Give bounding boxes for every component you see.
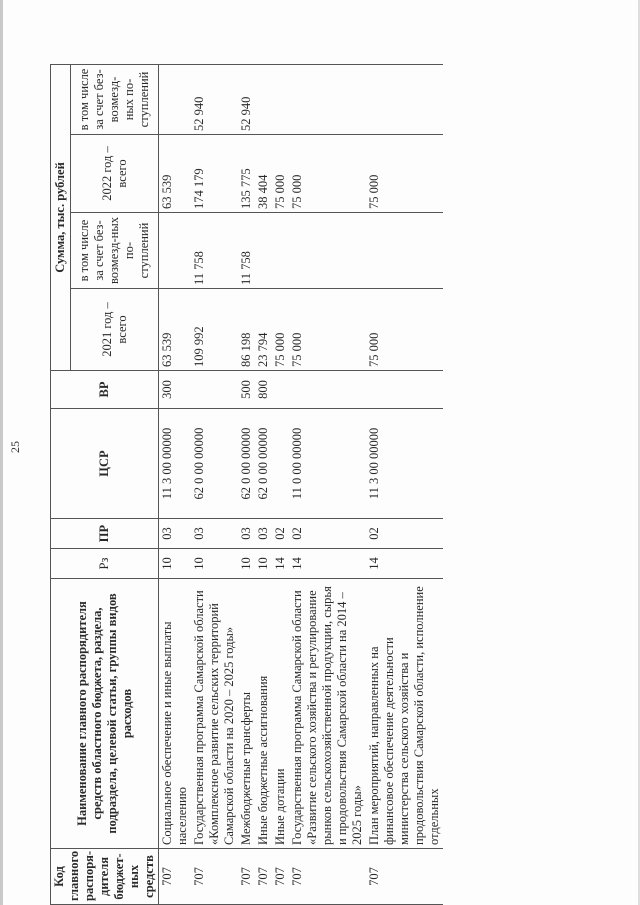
cell-rz: 10 (159, 549, 192, 579)
cell-name: Государственная программа Самарской области «Комплексное развитие сельских территорий Самарской области на 2020 – 2025 годы» (191, 579, 238, 849)
cell-2022-incl (289, 64, 366, 134)
header-2022: 2022 год – всего (71, 135, 159, 213)
cell-2022-incl (159, 64, 192, 134)
cell-pr: 02 (289, 519, 366, 549)
table-row (238, 64, 255, 904)
cell-csr: 62 0 00 00000 (191, 409, 238, 519)
cell-vr (366, 371, 443, 409)
cell-rz: 10 (238, 549, 255, 579)
cell-2022: 38 404 (255, 135, 272, 213)
cell-2021-incl: 11 758 (238, 213, 255, 289)
cell-code: 707 (366, 849, 443, 905)
cell-2022: 75 000 (366, 135, 443, 213)
cell-name: Государственная программа Самарской области «Развитие сельского хозяйства и регулирование рынков сельскохозяйственной продукции, сырья и продовольствия Самарской области на 2014 – 2025 годы» (289, 579, 366, 849)
cell-2022-incl (272, 64, 289, 134)
cell-2022: 174 179 (191, 135, 238, 213)
cell-rz: 14 (272, 549, 289, 579)
cell-2021: 75 000 (289, 289, 366, 371)
cell-2022-incl: 52 940 (238, 64, 255, 134)
header-2021: 2021 год – всего (71, 289, 159, 371)
cell-vr: 300 (159, 371, 192, 409)
cell-2021: 23 794 (255, 289, 272, 371)
cell-2021: 75 000 (272, 289, 289, 371)
cell-vr (191, 371, 238, 409)
cell-code: 707 (191, 849, 238, 905)
budget-table (50, 64, 443, 905)
table-row (159, 64, 192, 904)
cell-name: Иные бюджетные ассигнования (255, 579, 272, 849)
cell-pr: 03 (159, 519, 192, 549)
cell-csr: 62 0 00 00000 (255, 409, 272, 519)
table-row (289, 64, 366, 904)
cell-2021-incl: 11 758 (191, 213, 238, 289)
cell-2021: 63 539 (159, 289, 192, 371)
table-row (366, 64, 443, 904)
header-name: Наименование главного распорядителя средств областного бюджета, раздела, подраздела, целевой статьи, группы видов расходов (51, 579, 159, 849)
cell-code: 707 (289, 849, 366, 905)
header-sum: Сумма, тыс. рублей (51, 64, 71, 370)
cell-2022: 75 000 (272, 135, 289, 213)
header-2022-incl: в том числе за счет без-возмезд-ных по-ступлений (71, 64, 159, 134)
cell-name: План мероприятий, направленных на финансовое обеспечение деятельности министерства сельского хозяйства и продовольствия Самарской области, исполнение отдельных (366, 579, 443, 849)
cell-name: Межбюджетные трансферты (238, 579, 255, 849)
cell-2021-incl (272, 213, 289, 289)
table-row (272, 64, 289, 904)
cell-2022-incl (255, 64, 272, 134)
cell-vr: 500 (238, 371, 255, 409)
cell-csr: 11 3 00 00000 (159, 409, 192, 519)
cell-rz: 10 (191, 549, 238, 579)
header-csr: ЦСР (51, 409, 159, 519)
cell-2022: 63 539 (159, 135, 192, 213)
cell-rz: 10 (255, 549, 272, 579)
cell-vr: 800 (255, 371, 272, 409)
cell-pr: 03 (255, 519, 272, 549)
header-pr: ПР (51, 519, 159, 549)
cell-2021-incl (289, 213, 366, 289)
cell-code: 707 (255, 849, 272, 905)
cell-code: 707 (272, 849, 289, 905)
header-2021-incl: в том числе за счет без-возмезд-ных по-ступлений (71, 213, 159, 289)
cell-csr: 11 3 00 00000 (366, 409, 443, 519)
page-number: 25 (8, 441, 22, 453)
cell-2021-incl (366, 213, 443, 289)
cell-2021: 109 992 (191, 289, 238, 371)
cell-name: Социальное обеспечение и иные выплаты населению (159, 579, 192, 849)
cell-2021: 75 000 (366, 289, 443, 371)
cell-rz: 14 (289, 549, 366, 579)
header-rz: Рз (51, 549, 159, 579)
cell-2022: 135 775 (238, 135, 255, 213)
cell-2022-incl: 52 940 (191, 64, 238, 134)
cell-csr (272, 409, 289, 519)
cell-pr: 03 (191, 519, 238, 549)
cell-name: Иные дотации (272, 579, 289, 849)
cell-2022-incl (366, 64, 443, 134)
cell-vr (272, 371, 289, 409)
cell-2021: 86 198 (238, 289, 255, 371)
header-code: Код главного распоря-дителя бюджет-ных средств (51, 849, 159, 905)
cell-2022: 75 000 (289, 135, 366, 213)
table-row (191, 64, 238, 904)
cell-csr: 11 0 00 00000 (289, 409, 366, 519)
cell-vr (289, 371, 366, 409)
cell-pr: 02 (366, 519, 443, 549)
cell-pr: 03 (238, 519, 255, 549)
cell-rz: 14 (366, 549, 443, 579)
cell-2021-incl (255, 213, 272, 289)
cell-code: 707 (238, 849, 255, 905)
table-row (255, 64, 272, 904)
header-vr: ВР (51, 371, 159, 409)
cell-code: 707 (159, 849, 192, 905)
cell-2021-incl (159, 213, 192, 289)
cell-csr: 62 0 00 00000 (238, 409, 255, 519)
cell-pr: 02 (272, 519, 289, 549)
